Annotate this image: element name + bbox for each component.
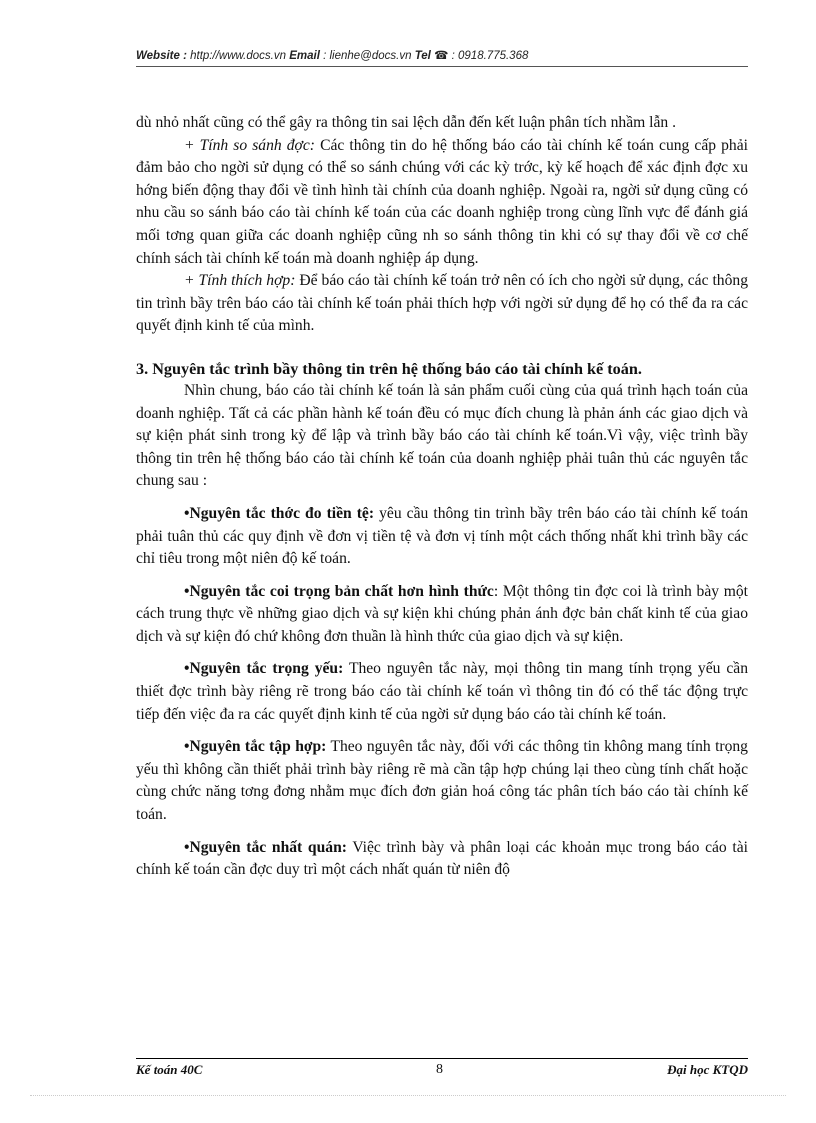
principle-materiality-text: Theo nguyên tắc này, mọi thông tin mang tính trọng yếu cần thiết đợc trình bày riêng rẽ trong báo cáo tài chính kế toán vì thông tin đó có thể tác động trực tiếp đến việc đa ra các quyết định kinh tế của ngời sử dụng báo cáo tài chính kế toán. xyxy=(136,660,749,723)
paragraph-continuation: dù nhỏ nhất cũng có thể gây ra thông tin sai lệch dẫn đến kết luận phân tích nhầm lẫn . xyxy=(136,114,677,131)
relevance-lead: + Tính thích hợp: xyxy=(184,272,296,290)
paragraph-overview: Nhìn chung, báo cáo tài chính kế toán là sản phẩm cuối cùng của quá trình hạch toán của doanh nghiệp. Tất cả các phần hành kế toán đều có mục đích chung là phản ánh các giao dịch và sự kiện phát sinh trong kỳ để lập và trình bầy báo cáo tài chính kế toán.Vì vậy, việc trình bầy thông tin trên hệ thống báo cáo tài chính kế toán của doanh nghiệp phải tuân thủ các nguyên tắc chung sau : xyxy=(136,381,748,490)
tel-value: : 0918.775.368 xyxy=(451,50,529,62)
tel-label: Tel xyxy=(414,50,431,62)
principle-aggregation-lead: •Nguyên tắc tập hợp: xyxy=(184,738,327,756)
principle-aggregation-text: Theo nguyên tắc này, đối với các thông tin không mang tính trọng yếu thì không cần thiết phải trình bày riêng rẽ mà cần tập hợp chúng lại theo cùng tính chất hoặc cùng chức năng tơng đơng nhằm mục đích đơn giản hoá công tác phân tích báo cáo tài chính kế toán. xyxy=(136,738,748,824)
footer-left: Kế toán 40C xyxy=(136,1062,203,1077)
comparability-lead: + Tính so sánh đợc: xyxy=(184,136,315,154)
section-heading: 3. Nguyên tắc trình bầy thông tin trên hệ thống báo cáo tài chính kế toán. xyxy=(136,359,642,378)
principle-consistency-text: Việc trình bày và phân loại các khoản mục trong báo cáo tài chính kế toán cần đợc duy trì một cách nhất quán từ niên độ xyxy=(136,838,749,879)
principle-substance xyxy=(136,581,748,649)
comparability-text: Các thông tin do hệ thống báo cáo tài chính kế toán cung cấp phải đảm bảo cho ngời sử dụng có thể so sánh chúng với các kỳ trớc, kỳ kế hoạch để xác định đợc xu hớng biến động thay đổi về tình hình tài chính của doanh nghiệp. Ngoài ra, ngời sử dụng cũng có nhu cầu so sánh báo cáo tài chính kế toán của các doanh nghiệp trong cùng lĩnh vực để đánh giá mối tơng quan giữa các doanh nghiệp cũng nh so sánh thông tin khi có sự thay đổi về cơ chế chính sách tài chính kế toán mà doanh nghiệp áp dụng. xyxy=(136,136,748,267)
phone-icon: ☎ xyxy=(434,50,449,62)
paragraph-relevance xyxy=(136,270,748,338)
paragraph-comparability xyxy=(136,135,748,271)
website-label: Website : xyxy=(136,50,187,62)
page-header xyxy=(136,48,748,62)
footer-right: Đại học KTQD xyxy=(667,1062,748,1077)
principle-materiality-lead: •Nguyên tắc trọng yếu: xyxy=(184,660,344,678)
principle-currency xyxy=(136,503,748,571)
principle-currency-text: yêu cầu thông tin trình bầy trên báo cáo tài chính kế toán phải tuân thủ các quy định về đơn vị tiền tệ và đơn vị tính một cách thống nhất khi trình bầy các chỉ tiêu trong một niên độ kế toán. xyxy=(136,504,748,568)
footer-divider xyxy=(136,1058,748,1059)
principle-aggregation xyxy=(136,736,748,826)
email-value[interactable]: : lienhe@docs.vn xyxy=(323,50,412,62)
document-body xyxy=(136,112,748,882)
bottom-divider xyxy=(30,1095,786,1096)
principle-consistency xyxy=(136,837,748,882)
website-url[interactable]: http://www.docs.vn xyxy=(190,50,286,62)
principle-substance-text: : Một thông tin đợc coi là trình bày một cách trung thực về những giao dịch và sự kiện khi chúng phản ánh đợc bản chất kinh tế của giao dịch và sự kiện đó chứ không đơn thuần là hình thức của giao dịch và sự kiện. xyxy=(136,582,749,645)
principle-consistency-lead: •Nguyên tắc nhất quán: xyxy=(184,838,347,856)
header-divider xyxy=(136,66,748,67)
relevance-text: Để báo cáo tài chính kế toán trở nên có ích cho ngời sử dụng, các thông tin trình bầy trên báo cáo tài chính kế toán phải thích hợp với ngời sử dụng để họ có thể đa ra các quyết định kinh tế của mình. xyxy=(136,272,748,335)
page-footer xyxy=(136,1060,748,1078)
principle-substance-lead: •Nguyên tắc coi trọng bản chất hơn hình thức xyxy=(184,582,494,600)
principle-currency-lead: •Nguyên tắc thớc đo tiền tệ: xyxy=(184,504,375,522)
principle-materiality xyxy=(136,658,748,726)
email-label: Email xyxy=(289,50,320,62)
page-number: 8 xyxy=(436,1062,443,1077)
